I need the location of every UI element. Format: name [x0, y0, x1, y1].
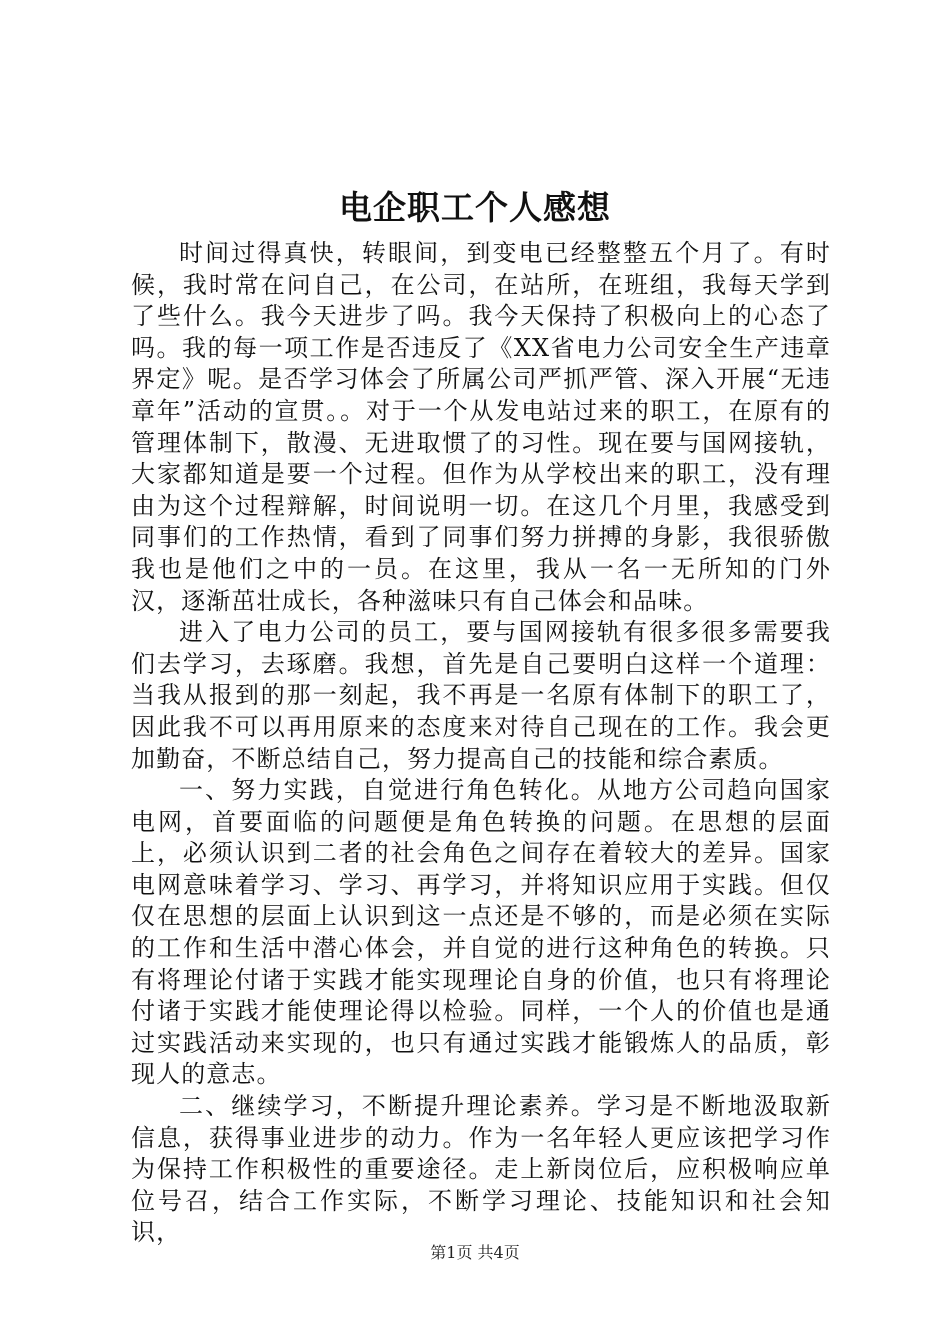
paragraph-1: 时间过得真快，转眼间，到变电已经整整五个月了。有时候，我时常在问自己，在公司，在站所，在班组，我每天学到了些什么。我今天进步了吗。我今天保持了积极向上的心态了吗。我的每一项工作是否违反了《XX省电力公司安全生产违章界定》呢。是否学习体会了所属公司严抓严管、深入开展“无违章年”活动的宣贯。。对于一个从发电站过来的职工，在原有的管理体制下，散漫、无进取惯了的习性。现在要与国网接轨，大家都知道是要一个过程。但作为从学校出来的职工，没有理由为这个过程辩解，时间说明一切。在这几个月里，我感受到同事们的工作热情，看到了同事们努力拼搏的身影，我很骄傲我也是他们之中的一员。在这里，我从一名一无所知的门外汉，逐渐茁壮成长，各种滋味只有自己体会和品味。 — [131, 239, 831, 615]
paragraph-4: 二、继续学习，不断提升理论素养。学习是不断地汲取新信息，获得事业进步的动力。作为一名年轻人更应该把学习作为保持工作积极性的重要途径。走上新岗位后，应积极响应单位号召，结合工作实际，不断学习理论、技能知识和社会知识， — [131, 1092, 831, 1247]
document-title: 电企职工个人感想 — [339, 188, 611, 227]
page-footer: 第1页 共4页 — [430, 1243, 520, 1262]
document-body — [131, 238, 831, 1249]
paragraph-3: 一、努力实践，自觉进行角色转化。从地方公司趋向国家电网，首要面临的问题便是角色转换的问题。在思想的层面上，必须认识到二者的社会角色之间存在着较大的差异。国家电网意味着学习、学习、再学习，并将知识应用于实践。但仅仅在思想的层面上认识到这一点还是不够的，而是必须在实际的工作和生活中潜心体会，并自觉的进行这种角色的转换。只有将理论付诸于实践才能实现理论自身的价值，也只有将理论付诸于实践才能使理论得以检验。同样，一个人的价值也是通过实践活动来实现的，也只有通过实践才能锻炼人的品质，彰现人的意志。 — [131, 776, 831, 1089]
paragraph-2: 进入了电力公司的员工，要与国网接轨有很多很多需要我们去学习，去琢磨。我想，首先是自己要明白这样一个道理：当我从报到的那一刻起，我不再是一名原有体制下的职工了，因此我不可以再用原来的态度来对待自己现在的工作。我会更加勤奋，不断总结自己，努力提高自己的技能和综合素质。 — [131, 618, 831, 773]
